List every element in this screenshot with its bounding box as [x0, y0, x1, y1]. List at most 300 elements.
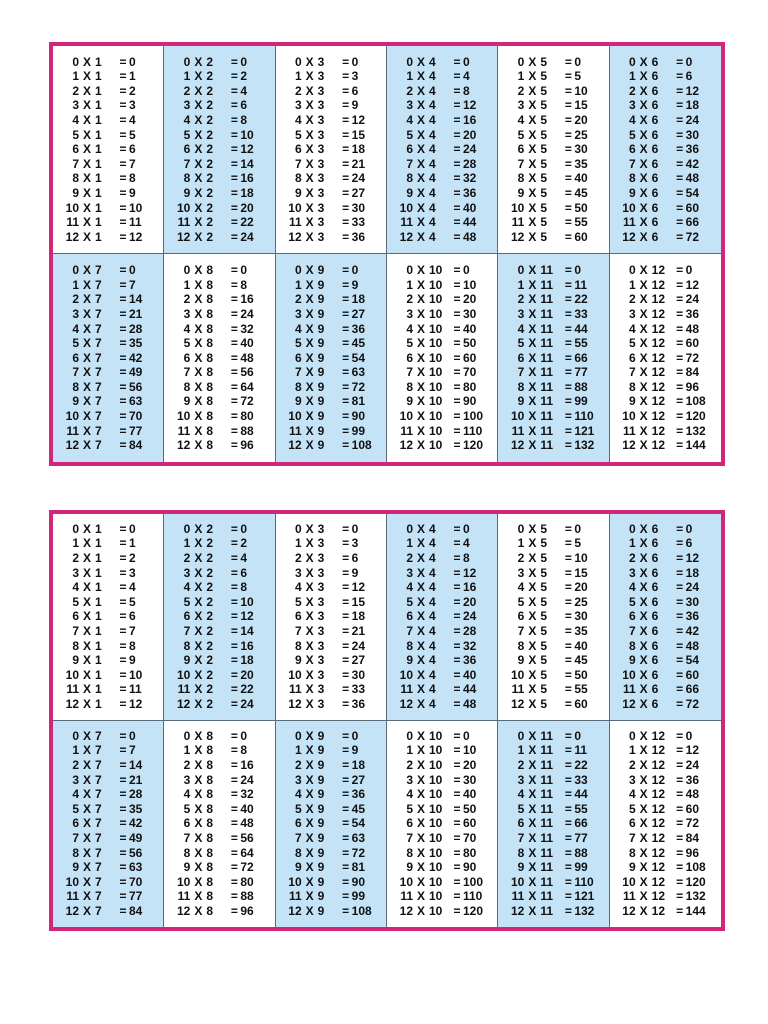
multiplier: 3 — [317, 580, 325, 595]
multiplier: 6 — [651, 682, 659, 697]
product: 5 — [129, 594, 136, 609]
product: 24 — [685, 292, 700, 307]
times-table-4 — [387, 514, 498, 721]
equation-row — [168, 424, 270, 439]
multiplier: 4 — [429, 682, 436, 697]
multiplier: 8 — [206, 845, 214, 860]
product: 0 — [574, 263, 582, 278]
operator: X — [528, 860, 537, 875]
multiplicand: 12 — [288, 904, 302, 919]
multiplier: 7 — [95, 801, 102, 816]
equation-row — [391, 351, 493, 366]
operator: X — [639, 438, 648, 453]
multiplicand: 7 — [294, 624, 302, 639]
equation-row — [614, 409, 717, 424]
multiplier: 6 — [651, 200, 659, 215]
multiplier: 6 — [651, 653, 659, 668]
equation-row — [57, 595, 159, 610]
operator: X — [82, 758, 91, 773]
operator: X — [416, 171, 425, 186]
multiplier: 8 — [206, 860, 214, 875]
product: 36 — [685, 306, 700, 321]
multiplicand: 6 — [183, 609, 191, 624]
equation-row — [280, 729, 382, 744]
multiplicand: 3 — [628, 565, 636, 580]
operator: X — [82, 728, 91, 743]
product: 48 — [240, 816, 254, 831]
product: 70 — [463, 365, 477, 380]
equals-sign: = — [119, 423, 127, 438]
multiplicand: 10 — [622, 409, 636, 424]
equals-sign: = — [564, 667, 572, 682]
equation-row — [502, 787, 604, 802]
equals-sign: = — [676, 142, 684, 157]
multiplier: 11 — [540, 409, 554, 424]
equals-sign: = — [119, 306, 127, 321]
equation-row — [57, 653, 159, 668]
multiplier: 11 — [540, 904, 554, 919]
equals-sign: = — [230, 438, 238, 453]
product: 24 — [240, 229, 254, 244]
multiplicand: 0 — [183, 54, 191, 69]
equation-row — [614, 522, 717, 537]
product: 7 — [129, 277, 136, 292]
times-table-11 — [498, 721, 609, 928]
operator: X — [194, 127, 203, 142]
multiplier: 12 — [651, 889, 666, 904]
equation-row — [280, 230, 382, 245]
multiplicand: 10 — [288, 409, 302, 424]
equals-sign: = — [342, 638, 350, 653]
multiplicand: 2 — [628, 83, 636, 98]
multiplicand: 2 — [517, 758, 525, 773]
product: 2 — [240, 536, 248, 551]
equals-sign: = — [342, 321, 350, 336]
multiplier: 10 — [429, 263, 443, 278]
equals-sign: = — [230, 306, 238, 321]
operator: X — [305, 336, 314, 351]
equals-sign: = — [342, 365, 350, 380]
multiplier: 5 — [540, 113, 548, 128]
operator: X — [528, 772, 537, 787]
product: 10 — [240, 127, 254, 142]
operator: X — [416, 306, 425, 321]
multiplicand: 0 — [294, 263, 302, 278]
product: 24 — [463, 142, 477, 157]
multiplicand: 7 — [406, 831, 413, 846]
times-table-7 — [53, 721, 164, 928]
operator: X — [416, 624, 425, 639]
multiplicand: 11 — [177, 682, 191, 697]
operator: X — [194, 667, 203, 682]
product: 10 — [240, 594, 254, 609]
product: 35 — [574, 156, 588, 171]
multiplier: 4 — [429, 83, 436, 98]
multiplicand: 12 — [176, 438, 191, 453]
multiplicand: 10 — [622, 874, 636, 889]
product: 24 — [685, 580, 700, 595]
times-table-sheet-1 — [49, 42, 725, 466]
operator: X — [639, 682, 648, 697]
operator: X — [305, 904, 314, 919]
multiplicand: 10 — [65, 409, 79, 424]
equals-sign: = — [676, 336, 684, 351]
multiplier: 12 — [651, 336, 666, 351]
equals-sign: = — [230, 365, 238, 380]
equation-row — [57, 424, 159, 439]
multiplier: 4 — [429, 142, 436, 157]
operator: X — [82, 697, 91, 712]
equation-row — [391, 860, 493, 875]
operator: X — [639, 171, 648, 186]
multiplier: 9 — [317, 860, 325, 875]
multiplicand: 5 — [628, 336, 636, 351]
operator: X — [528, 728, 537, 743]
multiplier: 4 — [429, 171, 436, 186]
product: 120 — [685, 409, 706, 424]
product: 4 — [463, 69, 470, 84]
product: 12 — [129, 229, 143, 244]
product: 60 — [685, 801, 700, 816]
equation-row — [280, 904, 382, 919]
multiplicand: 0 — [294, 54, 302, 69]
product: 24 — [463, 609, 477, 624]
product: 10 — [129, 667, 143, 682]
product: 120 — [463, 904, 484, 919]
equals-sign: = — [564, 200, 572, 215]
equation-row — [391, 171, 493, 186]
operator: X — [528, 277, 537, 292]
multiplier: 10 — [429, 336, 443, 351]
equation-row — [168, 773, 270, 788]
equation-row — [391, 551, 493, 566]
equation-row — [614, 773, 717, 788]
equation-row — [57, 351, 159, 366]
operator: X — [194, 904, 203, 919]
operator: X — [416, 758, 425, 773]
product: 24 — [240, 306, 254, 321]
multiplier: 11 — [540, 743, 554, 758]
equals-sign: = — [119, 200, 127, 215]
operator: X — [194, 682, 203, 697]
equals-sign: = — [564, 904, 572, 919]
multiplicand: 8 — [517, 171, 525, 186]
multiplicand: 11 — [177, 215, 191, 230]
multiplier: 2 — [206, 200, 214, 215]
equals-sign: = — [119, 889, 127, 904]
multiplier: 10 — [429, 277, 443, 292]
multiplicand: 7 — [406, 624, 413, 639]
multiplier: 11 — [540, 816, 554, 831]
multiplicand: 5 — [406, 801, 413, 816]
multiplier: 8 — [206, 772, 214, 787]
operator: X — [528, 787, 537, 802]
operator: X — [528, 521, 537, 536]
equals-sign: = — [230, 409, 238, 424]
operator: X — [194, 409, 203, 424]
equals-sign: = — [564, 772, 572, 787]
multiplicand: 12 — [510, 697, 525, 712]
operator: X — [305, 127, 314, 142]
operator: X — [528, 904, 537, 919]
multiplier: 4 — [429, 98, 436, 113]
product: 90 — [463, 860, 477, 875]
multiplicand: 0 — [294, 728, 302, 743]
operator: X — [528, 185, 537, 200]
product: 33 — [351, 215, 366, 230]
multiplicand: 12 — [510, 229, 525, 244]
equation-row — [280, 142, 382, 157]
operator: X — [305, 200, 314, 215]
multiplier: 7 — [95, 277, 102, 292]
product: 48 — [463, 697, 477, 712]
multiplicand: 6 — [72, 816, 79, 831]
operator: X — [82, 801, 91, 816]
equation-row — [280, 624, 382, 639]
equals-sign: = — [564, 816, 572, 831]
equation-row — [502, 201, 604, 216]
equals-sign: = — [342, 156, 350, 171]
multiplier: 12 — [651, 787, 666, 802]
equals-sign: = — [342, 336, 350, 351]
equals-sign: = — [453, 306, 461, 321]
equation-row — [168, 889, 270, 904]
equals-sign: = — [230, 772, 238, 787]
multiplier: 1 — [95, 142, 102, 157]
equals-sign: = — [564, 521, 572, 536]
equals-sign: = — [119, 54, 127, 69]
multiplicand: 1 — [517, 277, 525, 292]
multiplicand: 12 — [176, 904, 191, 919]
multiplicand: 2 — [517, 83, 525, 98]
product: 18 — [240, 185, 254, 200]
equation-row — [168, 904, 270, 919]
multiplicand: 11 — [511, 215, 525, 230]
product: 120 — [463, 438, 484, 453]
equation-row — [614, 336, 717, 351]
product: 66 — [574, 350, 588, 365]
multiplicand: 2 — [183, 758, 191, 773]
equals-sign: = — [119, 379, 127, 394]
product: 18 — [685, 98, 700, 113]
equation-row — [614, 536, 717, 551]
product: 64 — [240, 845, 254, 860]
product: 70 — [463, 831, 477, 846]
equals-sign: = — [453, 321, 461, 336]
operator: X — [416, 816, 425, 831]
equation-row — [57, 668, 159, 683]
equation-row — [502, 889, 604, 904]
multiplier: 4 — [429, 200, 436, 215]
multiplier: 8 — [206, 816, 214, 831]
equals-sign: = — [453, 423, 461, 438]
equation-row — [391, 157, 493, 172]
equation-row — [391, 639, 493, 654]
product: 56 — [129, 379, 143, 394]
multiplier: 2 — [206, 83, 214, 98]
multiplicand: 8 — [628, 845, 636, 860]
equation-row — [614, 292, 717, 307]
equals-sign: = — [453, 831, 461, 846]
multiplier: 12 — [651, 423, 666, 438]
multiplicand: 4 — [183, 580, 191, 595]
equation-row — [57, 551, 159, 566]
operator: X — [194, 860, 203, 875]
multiplicand: 1 — [628, 536, 636, 551]
equation-row — [57, 758, 159, 773]
equals-sign: = — [342, 758, 350, 773]
operator: X — [305, 697, 314, 712]
equals-sign: = — [342, 860, 350, 875]
equation-row — [280, 409, 382, 424]
operator: X — [305, 379, 314, 394]
equals-sign: = — [564, 831, 572, 846]
multiplier: 2 — [206, 594, 214, 609]
multiplier: 1 — [95, 69, 102, 84]
multiplier: 5 — [540, 98, 548, 113]
equation-row — [502, 186, 604, 201]
product: 10 — [463, 277, 477, 292]
multiplicand: 1 — [183, 277, 191, 292]
equals-sign: = — [342, 171, 350, 186]
multiplier: 9 — [317, 889, 325, 904]
product: 36 — [351, 229, 366, 244]
product: 36 — [351, 697, 366, 712]
equation-row — [614, 380, 717, 395]
product: 9 — [351, 743, 359, 758]
multiplicand: 2 — [183, 551, 191, 566]
multiplicand: 8 — [183, 379, 191, 394]
equation-row — [280, 758, 382, 773]
equals-sign: = — [676, 624, 684, 639]
product: 21 — [129, 306, 143, 321]
equation-row — [391, 816, 493, 831]
multiplier: 3 — [317, 229, 325, 244]
operator: X — [416, 743, 425, 758]
equals-sign: = — [564, 845, 572, 860]
equation-row — [168, 128, 270, 143]
multiplicand: 3 — [628, 306, 636, 321]
equation-row — [280, 438, 382, 453]
product: 14 — [129, 758, 143, 773]
product: 15 — [574, 565, 588, 580]
product: 8 — [463, 551, 470, 566]
product: 144 — [685, 904, 706, 919]
operator: X — [194, 336, 203, 351]
operator: X — [528, 215, 537, 230]
product: 27 — [351, 772, 366, 787]
equals-sign: = — [119, 98, 127, 113]
operator: X — [194, 54, 203, 69]
equals-sign: = — [119, 142, 127, 157]
multiplier: 6 — [651, 667, 659, 682]
product: 40 — [463, 200, 477, 215]
operator: X — [639, 69, 648, 84]
multiplicand: 11 — [400, 215, 413, 230]
equals-sign: = — [453, 624, 461, 639]
operator: X — [639, 594, 648, 609]
multiplicand: 9 — [628, 394, 636, 409]
equals-sign: = — [564, 277, 572, 292]
product: 120 — [685, 874, 706, 889]
product: 80 — [463, 379, 477, 394]
operator: X — [305, 229, 314, 244]
equals-sign: = — [342, 215, 350, 230]
multiplier: 5 — [540, 521, 548, 536]
equals-sign: = — [342, 306, 350, 321]
equals-sign: = — [564, 306, 572, 321]
product: 72 — [351, 845, 366, 860]
multiplier: 1 — [95, 54, 102, 69]
multiplier: 1 — [95, 156, 102, 171]
multiplier: 3 — [317, 536, 325, 551]
equals-sign: = — [676, 551, 684, 566]
times-table-4 — [387, 46, 498, 254]
equals-sign: = — [342, 229, 350, 244]
operator: X — [639, 350, 648, 365]
equals-sign: = — [342, 697, 350, 712]
multiplicand: 5 — [517, 594, 525, 609]
product: 0 — [240, 521, 248, 536]
equals-sign: = — [119, 743, 127, 758]
operator: X — [528, 98, 537, 113]
equals-sign: = — [119, 787, 127, 802]
equation-row — [502, 536, 604, 551]
multiplicand: 9 — [517, 394, 525, 409]
operator: X — [639, 521, 648, 536]
multiplicand: 3 — [517, 565, 525, 580]
equals-sign: = — [676, 83, 684, 98]
multiplicand: 5 — [517, 127, 525, 142]
equals-sign: = — [453, 171, 461, 186]
equation-row — [168, 438, 270, 453]
equals-sign: = — [230, 113, 238, 128]
product: 110 — [574, 409, 594, 424]
multiplicand: 0 — [183, 521, 191, 536]
multiplicand: 3 — [183, 772, 191, 787]
multiplier: 9 — [317, 379, 325, 394]
equation-row — [502, 263, 604, 278]
operator: X — [639, 215, 648, 230]
equation-row — [280, 69, 382, 84]
multiplicand: 6 — [517, 609, 525, 624]
equals-sign: = — [230, 816, 238, 831]
equals-sign: = — [676, 306, 684, 321]
equation-row — [168, 566, 270, 581]
equation-row — [391, 743, 493, 758]
operator: X — [528, 321, 537, 336]
equation-row — [502, 860, 604, 875]
multiplier: 7 — [95, 845, 102, 860]
multiplicand: 8 — [183, 638, 191, 653]
times-table-6 — [610, 514, 721, 721]
multiplier: 12 — [651, 874, 666, 889]
operator: X — [82, 113, 91, 128]
product: 6 — [240, 565, 248, 580]
multiplier: 6 — [651, 113, 659, 128]
operator: X — [82, 142, 91, 157]
multiplicand: 8 — [294, 845, 302, 860]
equation-row — [168, 157, 270, 172]
equals-sign: = — [676, 113, 684, 128]
multiplicand: 6 — [406, 142, 413, 157]
multiplicand: 6 — [628, 609, 636, 624]
equals-sign: = — [119, 171, 127, 186]
multiplier: 10 — [429, 904, 443, 919]
product: 25 — [574, 594, 588, 609]
equation-row — [280, 394, 382, 409]
product: 12 — [463, 565, 477, 580]
